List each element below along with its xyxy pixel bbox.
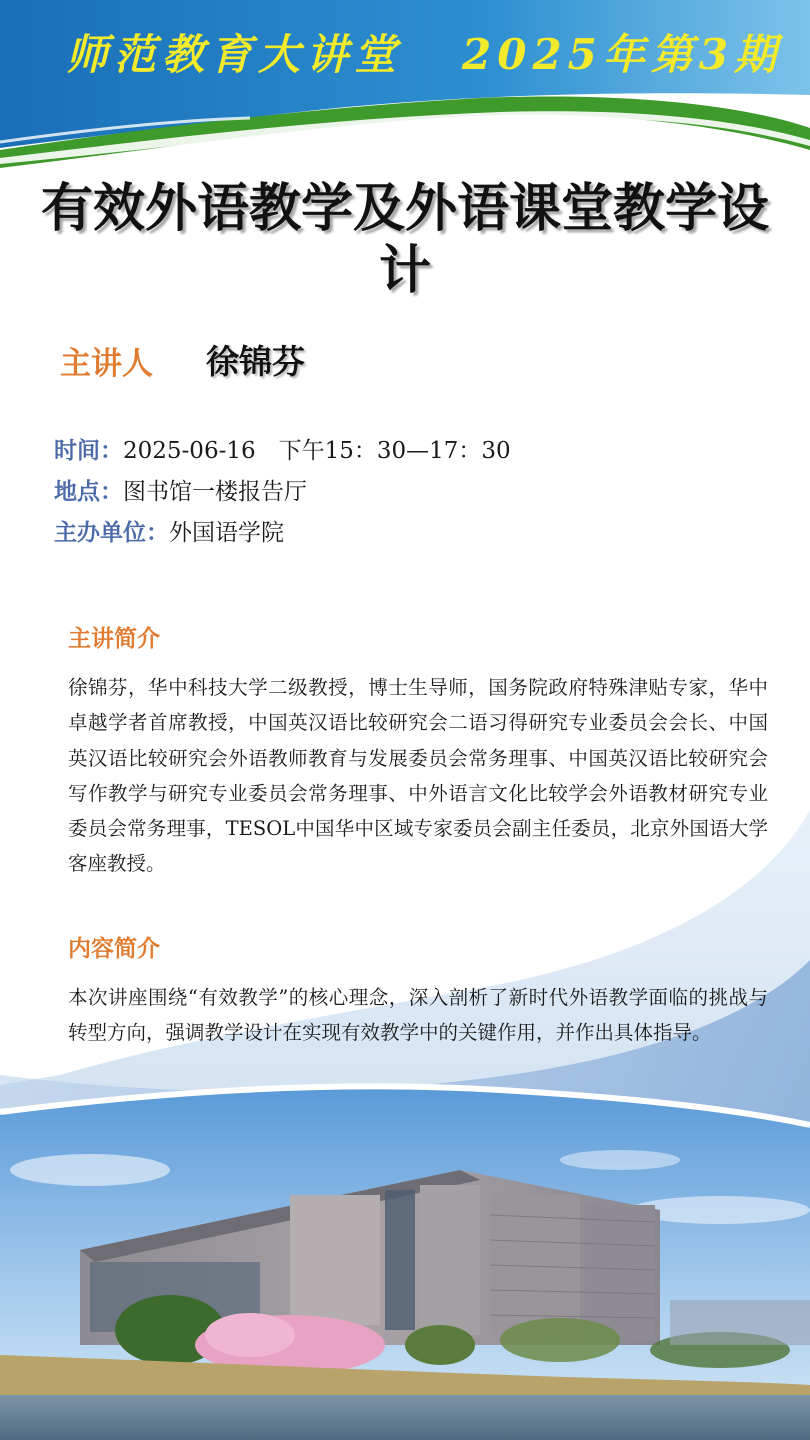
place-value: 图书馆一楼报告厅 bbox=[123, 479, 307, 505]
host-row bbox=[54, 514, 284, 547]
host-value: 外国语学院 bbox=[169, 520, 284, 546]
banner bbox=[0, 22, 810, 92]
speaker-name: 徐锦芬 bbox=[206, 342, 305, 381]
host-label: 主办单位： bbox=[54, 519, 169, 546]
time-value: 2025-06-16 下午15：30—17：30 bbox=[123, 438, 511, 464]
place-row bbox=[54, 473, 307, 506]
content-text: 本次讲座围绕“有效教学”的核心理念，深入剖析了新时代外语教学面临的挑战与转型方向，强调教学设计在实现有效教学中的关键作用，并作出具体指导。 bbox=[68, 986, 768, 1045]
issue-number: 2025年第3期 bbox=[462, 30, 783, 79]
place-label: 地点： bbox=[54, 478, 123, 505]
bio-text: 徐锦芬，华中科技大学二级教授，博士生导师，国务院政府特殊津贴专家，华中卓越学者首席教授，中国英汉语比较研究会二语习得研究专业委员会会长、中国英汉语比较研究会外语教师教育与发展委员会常务理事、中国英汉语比较研究会写作教学与研究专业委员会常务理事、中外语言文化比较学会外语教材研究专业委员会常务理事，TESOL中国华中区域专家委员会副主任委员，北京外国语大学客座教授。 bbox=[68, 676, 768, 876]
content-heading: 内容简介 bbox=[68, 936, 160, 962]
time-row bbox=[54, 432, 511, 465]
lecture-series-name: 师范教育大讲堂 bbox=[66, 30, 403, 79]
lecture-title: 有效外语教学及外语课堂教学设计 bbox=[40, 178, 769, 301]
speaker-label: 主讲人 bbox=[60, 346, 153, 382]
time-label: 时间： bbox=[54, 437, 123, 464]
bio-heading: 主讲简介 bbox=[68, 626, 160, 652]
